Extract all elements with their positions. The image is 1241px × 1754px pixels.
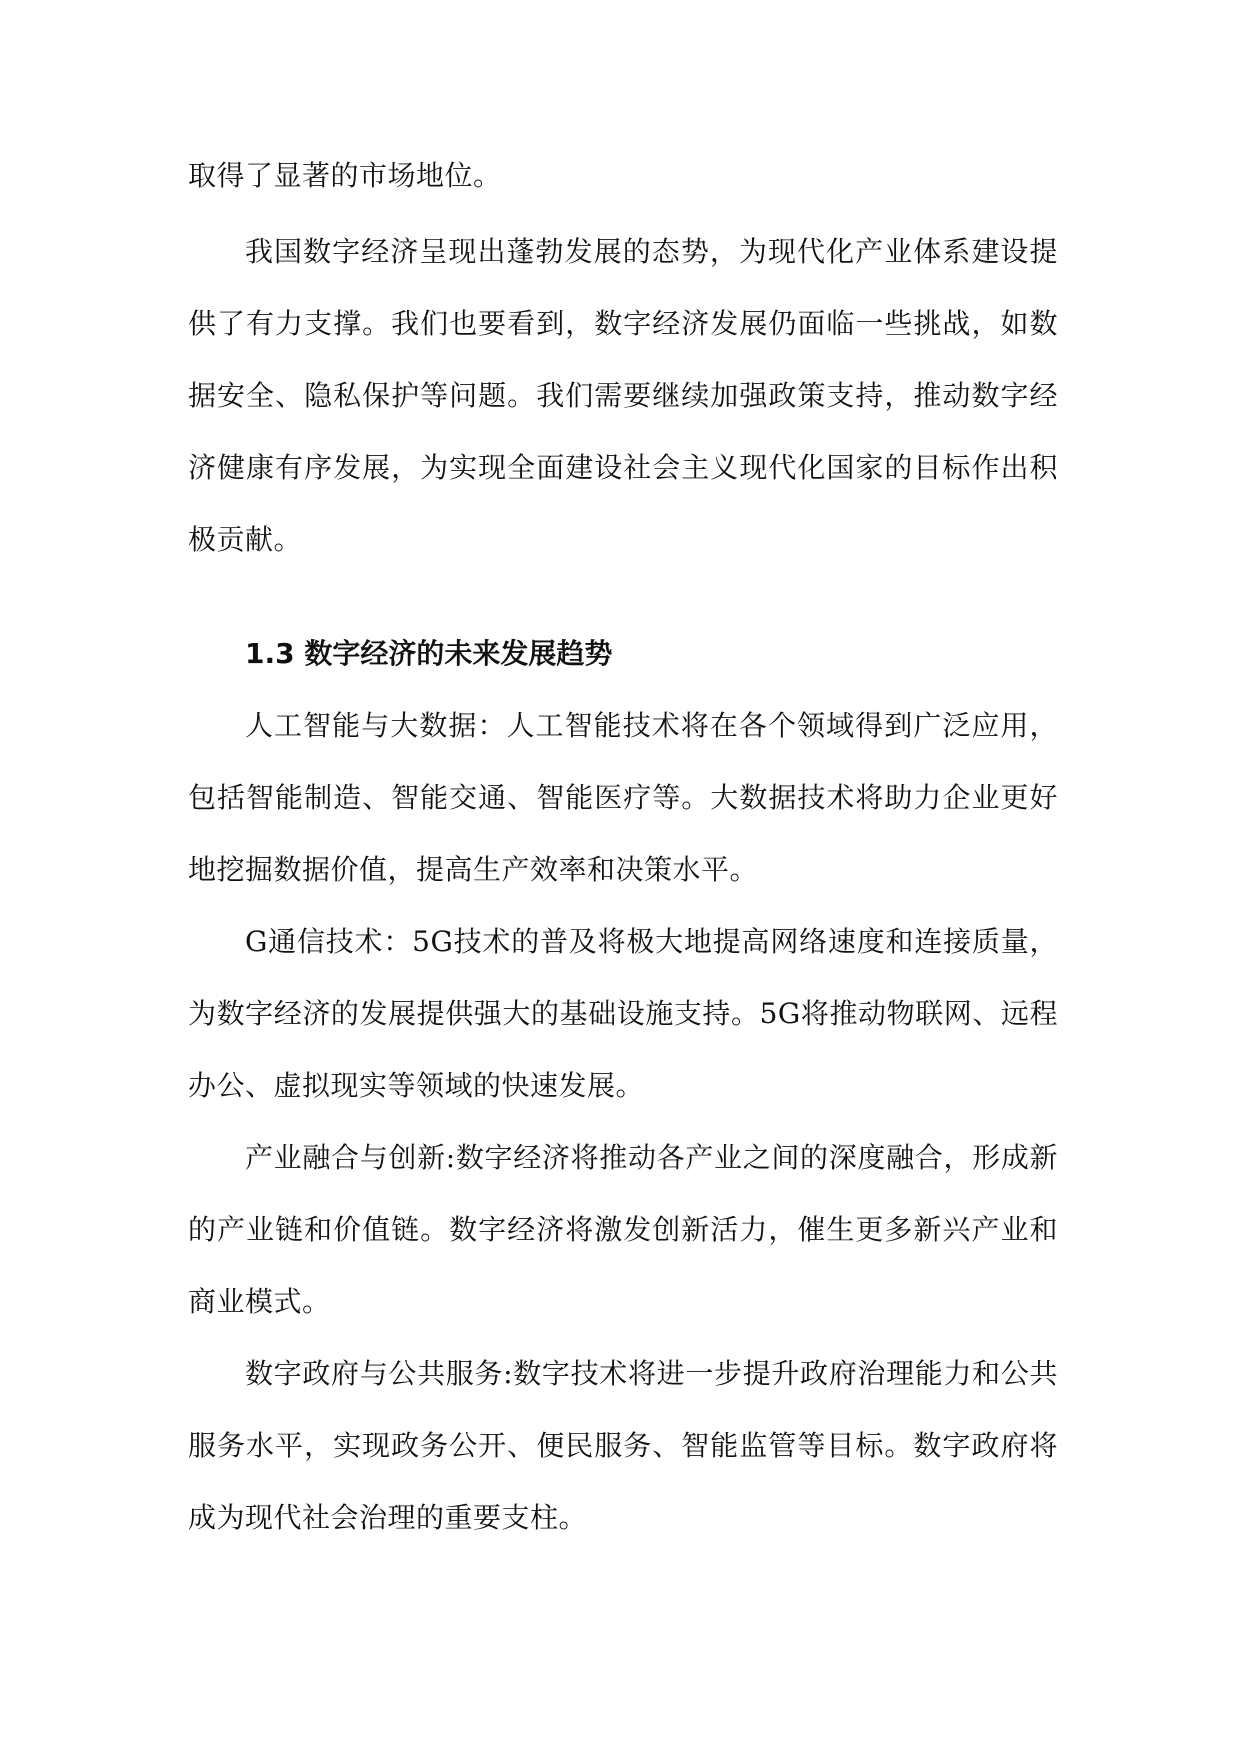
paragraph-continuation: 取得了显著的市场地位。 — [188, 159, 502, 192]
paragraph-industry-integration: 产业融合与创新:数字经济将推动各产业之间的深度融合，形成新的产业链和价值链。数字经济将激发创新活力，催生更多新兴产业和商业模式。 — [188, 1141, 1058, 1318]
paragraph-digital-government: 数字政府与公共服务:数字技术将进一步提升政府治理能力和公共服务水平，实现政务公开、便民服务、智能监管等目标。数字政府将成为现代社会治理的重要支柱。 — [188, 1357, 1058, 1534]
paragraph-ai-big-data: 人工智能与大数据：人工智能技术将在各个领域得到广泛应用，包括智能制造、智能交通、智能医疗等。大数据技术将助力企业更好地挖掘数据价值，提高生产效率和决策水平。 — [188, 709, 1058, 886]
paragraph-5g-communication: G通信技术：5G技术的普及将极大地提高网络速度和连接质量，为数字经济的发展提供强大的基础设施支持。5G将推动物联网、远程办公、虚拟现实等领域的快速发展。 — [188, 925, 1058, 1102]
document-body — [188, 140, 1058, 1554]
section-heading: 1.3 数字经济的未来发展趋势 — [245, 637, 613, 670]
paragraph-digital-economy-overview: 我国数字经济呈现出蓬勃发展的态势，为现代化产业体系建设提供了有力支撑。我们也要看到，数字经济发展仍面临一些挑战，如数据安全、隐私保护等问题。我们需要继续加强政策支持，推动数字经济健康有序发展，为实现全面建设社会主义现代化国家的目标作出积极贡献。 — [188, 235, 1058, 556]
